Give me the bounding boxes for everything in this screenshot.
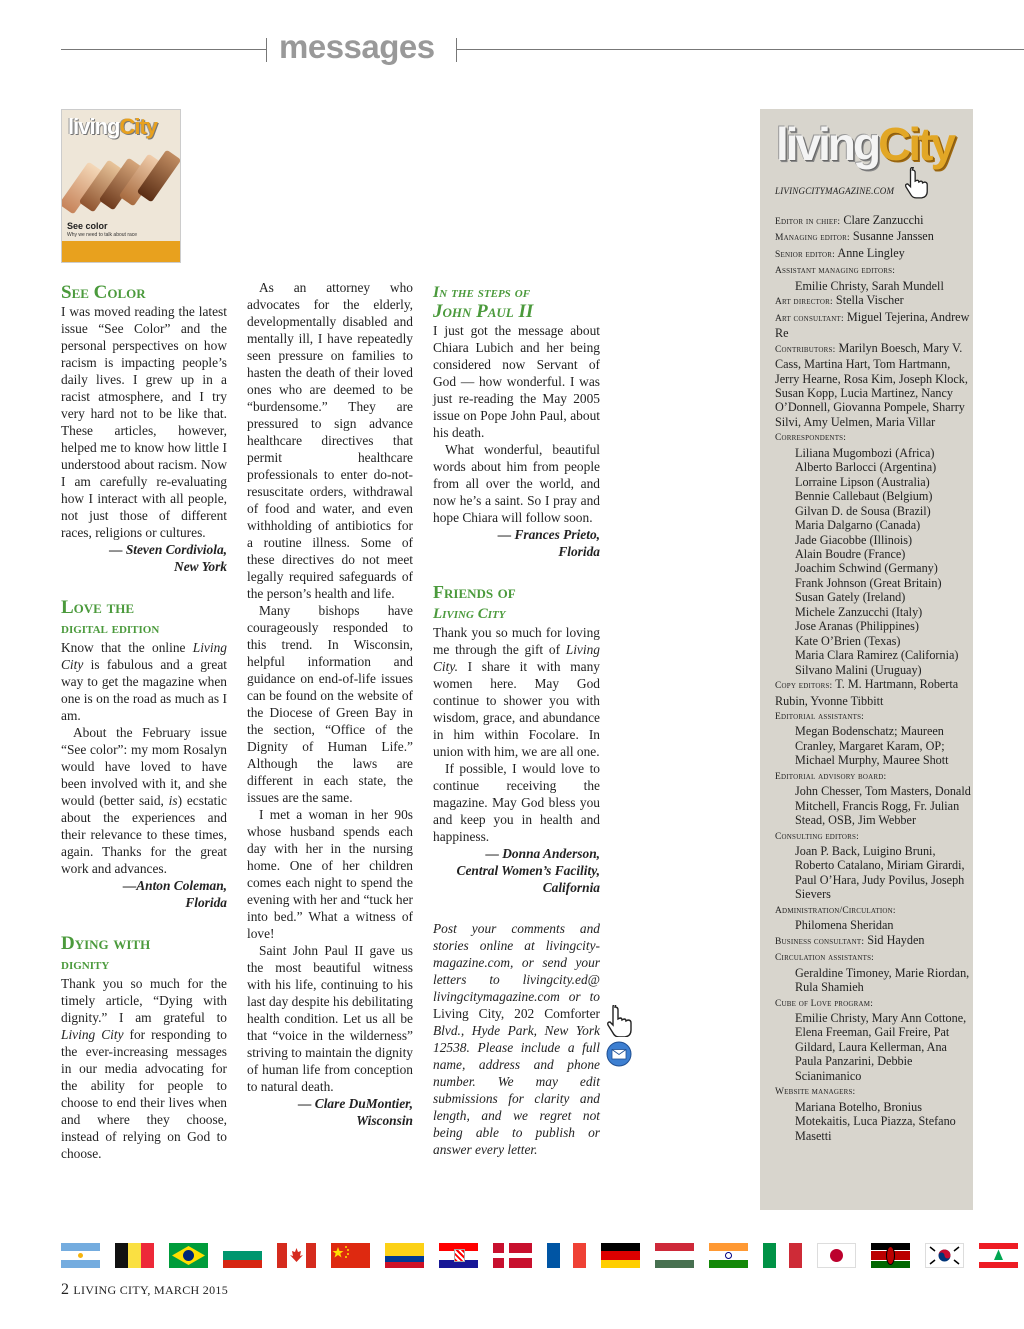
letter-location: Florida	[185, 895, 227, 910]
hand-pointer-icon[interactable]	[606, 1005, 634, 1037]
staff-row	[775, 576, 972, 590]
letter-location: Florida	[558, 544, 600, 559]
staff-role-label: Assistant managing editors:	[775, 266, 896, 277]
staff-names: Maria Dalgarno (Canada)	[795, 518, 921, 533]
letter-signature: — Donna Anderson,	[485, 846, 600, 861]
letter-body: As an attorney who advocates for the elderly, developmentally disabled and mentally ill, I have repeatedly seen pressure on families to hasten the death of their loved ones who are deemed to be “burdensome.” They are pressured to sign advance healthcare directives that permit healthcare professionals to enter do-not-resuscitate orders, withdrawal of food and water, and even withholding of antibiotics for a routine illness. Some of these directives do not meet legally required safeguards of the person’s health and life.	[247, 280, 413, 601]
cover-subhead: Why we need to talk about race	[67, 232, 138, 238]
staff-row	[775, 310, 972, 341]
staff-row	[775, 590, 972, 604]
letter-body: Know that the online Living City is fabulous and a great way to get the magazine when one is on the road as much as I am.	[61, 640, 227, 723]
letter-location: California	[542, 880, 600, 895]
staff-role-label: Art director:	[775, 297, 833, 308]
letter-body: If possible, I would love to continue receiving the magazine. May God bless you and keep you in health and happiness.	[433, 761, 600, 844]
envelope-icon[interactable]	[606, 1041, 632, 1067]
staff-row	[775, 561, 972, 575]
letter-location: New York	[174, 559, 227, 574]
staff-names: Joan P. Back, Luigino Bruni, Roberto Catalano, Miriam Girardi, Paul O’Hara, Judy Povilus, Joseph Sievers	[795, 844, 965, 902]
letter-signature: —Anton Coleman,	[122, 878, 227, 893]
staff-role-label: Correspondents:	[775, 433, 847, 444]
staff-role-label: Cube of Love program:	[775, 998, 874, 1009]
staff-names: Megan Bodenschatz; Maureen Cranley, Margaret Karam, OP; Michael Murphy, Mauree Shott	[795, 724, 949, 768]
letter-body: I was moved reading the latest issue “See Color” and the personal perspectives on how racism is impacting people’s daily lives. I grew up in a racist atmosphere, and I try very hard not to be like that. These articles, however, helped me to know how little I understood about racism. Now I am carefully re-evaluating how I interact with all people, not just those of different races, religions or cultures.	[61, 304, 227, 540]
staff-names: Sid Hayden	[864, 932, 925, 947]
staff-row	[775, 708, 972, 724]
staff-row	[775, 902, 972, 918]
letter-body: Thank you so much for the timely article, “Dying with dignity.” I am grateful to Living City for responding to the ever-increasing messages in our media advocating for the ability for people to choose to end their lives when and where they choose, instead of relying on God to choose.	[61, 976, 227, 1161]
masthead-panel	[760, 109, 973, 1210]
cover-bottom-bar	[62, 241, 180, 262]
staff-row	[775, 634, 972, 648]
staff-names: Alain Boudre (France)	[795, 546, 906, 561]
staff-row	[775, 828, 972, 844]
cover-headline: See color	[67, 221, 108, 231]
letter-body: I met a woman in her 90s whose husband spends each day with her in the nursing home. One of her children comes each night to spend the evening with her and “tuck her into bed.” What a witness of love!	[247, 807, 413, 941]
staff-names: Emilie Christy, Sarah Mundell	[795, 278, 944, 293]
staff-names: Miguel Tejerina, Andrew Re	[775, 309, 970, 341]
staff-role-label: Copy editors:	[775, 681, 833, 692]
staff-role-label: Circulation assistants:	[775, 953, 875, 964]
flag-france-icon	[547, 1243, 586, 1268]
staff-row	[775, 533, 972, 547]
staff-role-label: Contributors:	[775, 344, 836, 355]
staff-names: Stella Vischer	[832, 293, 904, 308]
staff-names: Philomena Sheridan	[795, 918, 894, 933]
staff-names: Geraldine Timoney, Marie Riordan, Rula Shamieh	[795, 965, 970, 995]
flag-lebanon-icon	[979, 1243, 1018, 1268]
staff-row	[775, 213, 972, 229]
staff-row	[775, 518, 972, 532]
staff-list	[775, 213, 972, 1143]
letters-column-2	[247, 279, 413, 1129]
letter-signature: — Frances Prieto,	[497, 527, 600, 542]
flag-india-icon	[709, 1243, 748, 1268]
staff-row	[775, 341, 972, 430]
staff-role-label: Editorial advisory board:	[775, 771, 887, 782]
staff-row	[775, 933, 972, 949]
staff-names: Anne Lingley	[835, 245, 905, 260]
staff-names: John Chesser, Tom Masters, Donald Mitchell, Francis Rogg, Fr. Julian Stead, OSB, Jim Webber	[795, 784, 971, 828]
letter-title: Friends of Living City	[433, 582, 516, 622]
letter-signature: — Steven Cordiviola,	[109, 542, 227, 557]
staff-row	[775, 619, 972, 633]
staff-names: Bennie Callebaut (Belgium)	[795, 489, 933, 504]
staff-row	[775, 547, 972, 561]
staff-names: T. M. Hartmann, Roberta Rubin, Yvonne Tibbitt	[775, 677, 959, 708]
staff-names: Marilyn Boesch, Mary V. Cass, Martina Hart, Tom Hartmann, Jerry Hearne, Rosa Kim, Joseph Klock, Susan Kopp, Lucia Martinez, Nancy O’Donnell, Giovanna Pompele, Sharry Silvi, Amy Uelmen, Maria Villar	[775, 340, 968, 429]
staff-row	[775, 504, 972, 518]
flag-colombia-icon	[385, 1243, 424, 1268]
masthead-logo[interactable]: livingCity	[776, 118, 954, 170]
staff-row	[775, 966, 972, 995]
letter-body: About the February issue “See color”: my mom Rosalyn would have loved to have been involved with it, and she would (better said, is) ecstatic about the experiences and their relevance to these times, again. Thanks for the great work and advances.	[61, 725, 227, 876]
flag-china-icon	[331, 1243, 370, 1268]
staff-row	[775, 677, 972, 708]
letter-location: Central Women’s Facility,	[456, 863, 600, 878]
flag-kenya-icon	[871, 1243, 910, 1268]
page-footer	[61, 1281, 228, 1299]
staff-row	[775, 724, 972, 767]
staff-row	[775, 489, 972, 503]
staff-row	[775, 768, 972, 784]
header-tick-right	[456, 38, 457, 62]
staff-role-label: Business consultant:	[775, 936, 865, 947]
staff-names: Joachim Schwind (Germany)	[795, 561, 938, 576]
staff-row	[775, 279, 972, 293]
letter-body: Saint John Paul II gave us the most beautiful witness with his life, continuing to his last day despite his debilitating health condition. Let us all be that “voice in the wilderness” striving to maintain the dignity of human life from conception to natural death.	[247, 943, 413, 1094]
staff-row	[775, 475, 972, 489]
staff-role-label: Consulting editors:	[775, 831, 859, 842]
staff-role-label: Managing editor:	[775, 233, 850, 244]
staff-role-label: Editorial assistants:	[775, 711, 864, 722]
staff-names: Jade Giacobbe (Illinois)	[795, 532, 913, 547]
staff-row	[775, 1011, 972, 1083]
staff-names: Gilvan D. de Sousa (Brazil)	[795, 503, 931, 518]
staff-row	[775, 1100, 972, 1143]
staff-row	[775, 229, 972, 245]
staff-names: Lorraine Lipson (Australia)	[795, 474, 930, 489]
staff-row	[775, 844, 972, 902]
flag-japan-icon	[817, 1243, 856, 1268]
staff-role-label: Senior editor:	[775, 249, 836, 260]
staff-names: Jose Aranas (Philippines)	[795, 619, 919, 634]
staff-row	[775, 262, 972, 278]
letter-title: See Color	[61, 282, 146, 303]
letter-title: Dying with dignity	[61, 933, 151, 973]
staff-row	[775, 293, 972, 309]
staff-row	[775, 995, 972, 1011]
staff-role-label: Administration/Circulation:	[775, 905, 896, 916]
staff-row	[775, 949, 972, 965]
staff-role-label: Editor in chief:	[775, 217, 841, 227]
staff-names: Mariana Botelho, Bronius Motekaitis, Luca Piazza, Stefano Masetti	[795, 1099, 956, 1143]
staff-names: Emilie Christy, Mary Ann Cottone, Elena Freeman, Gail Freire, Pat Gildard, Laura Kellerman, Ana Paula Panzarini, Debbie Scianimanico	[795, 1011, 967, 1083]
staff-row	[775, 648, 972, 662]
staff-row	[775, 784, 972, 827]
staff-names: Kate O’Brien (Texas)	[795, 633, 901, 648]
letter-body: What wonderful, beautiful words about him from people from all over the world, and now he’s a saint. So I pray and hope Chiara will follow soon.	[433, 442, 600, 525]
staff-role-label: Art consultant:	[775, 313, 844, 324]
flag-south-korea-icon	[925, 1243, 964, 1268]
letter-title: Love the digital edition	[61, 597, 160, 637]
staff-row	[775, 460, 972, 474]
staff-row	[775, 429, 972, 445]
staff-names: Silvano Malini (Uruguay)	[795, 662, 922, 677]
flag-germany-icon	[601, 1243, 640, 1268]
staff-row	[775, 246, 972, 262]
letter-body: Thank you so much for loving me through the gift of Living City. I share it with many women here. May God continue to shower you with wisdom, grace, and abundance in him within Focolare. In union with him, we are all one.	[433, 625, 600, 759]
header-rule-left	[61, 49, 266, 50]
cover-logo: livingCity	[68, 114, 158, 139]
staff-names: Michele Zanzucchi (Italy)	[795, 604, 923, 619]
staff-names: Liliana Mugombozi (Africa)	[795, 445, 935, 460]
staff-names: Susanne Janssen	[849, 229, 934, 244]
flag-canada-icon	[277, 1243, 316, 1268]
letter-body: Many bishops have courageously responded to this trend. In Wisconsin, helpful information and guidance on end-of-life issues can be found on the website of the Diocese of Green Bay in the section, “Office of the Dignity of Human Life.” Although the laws are different in each state, the issues are the same.	[247, 603, 413, 805]
letter-body: I just got the message about Chiara Lubich and her being considered now Servant of God — how wonderful. I was just re-reading the May 2005 issue on Pope John Paul, about his death.	[433, 323, 600, 440]
page-number: 2	[61, 1281, 70, 1298]
section-title: messages	[279, 28, 435, 65]
staff-row	[775, 605, 972, 619]
staff-row	[775, 446, 972, 460]
staff-row	[775, 918, 972, 932]
submission-info: Post your comments and stories online at livingcity-magazine.com, or send your letters to livingcity.ed@ livingcitymagazine.com or to Living City, 202 Comforter Blvd., Hyde Park, New York 12538. Please include a full name, address and phone number. We may edit submissions for clarity and length, and we regret not being able to publish or answer every letter.	[433, 921, 600, 1157]
flag-belgium-icon	[115, 1243, 154, 1268]
hand-pointer-icon	[904, 167, 930, 207]
header-tick-left	[266, 38, 267, 62]
staff-names: Alberto Barlocci (Argentina)	[795, 460, 937, 475]
letter-location: Wisconsin	[356, 1113, 413, 1128]
staff-role-label: Website managers:	[775, 1087, 856, 1098]
staff-names: Susan Gately (Ireland)	[795, 590, 906, 605]
header-rule-right	[456, 49, 1024, 50]
footer-text: LIVING CITY, MARCH 2015	[73, 1283, 228, 1297]
letter-signature: — Clare DuMontier,	[298, 1096, 413, 1111]
flag-brazil-icon	[169, 1243, 208, 1268]
letters-column-3	[433, 283, 600, 1158]
staff-names: Maria Clara Ramirez (California)	[795, 648, 959, 663]
magazine-cover-thumbnail[interactable]	[61, 109, 181, 263]
staff-names: Frank Johnson (Great Britain)	[795, 575, 942, 590]
flag-bulgaria-icon	[223, 1243, 262, 1268]
staff-row	[775, 663, 972, 677]
letters-column-1	[61, 283, 227, 1162]
letter-title: In the steps of John Paul II	[433, 284, 534, 322]
staff-row	[775, 1083, 972, 1099]
flag-argentina-icon	[61, 1243, 100, 1268]
staff-names: Clare Zanzucchi	[840, 213, 924, 227]
website-link[interactable]: LIVINGCITYMAGAZINE.COM	[775, 186, 895, 196]
flag-italy-icon	[763, 1243, 802, 1268]
flag-hungary-icon	[655, 1243, 694, 1268]
flag-croatia-icon	[439, 1243, 478, 1268]
flag-denmark-icon	[493, 1243, 532, 1268]
